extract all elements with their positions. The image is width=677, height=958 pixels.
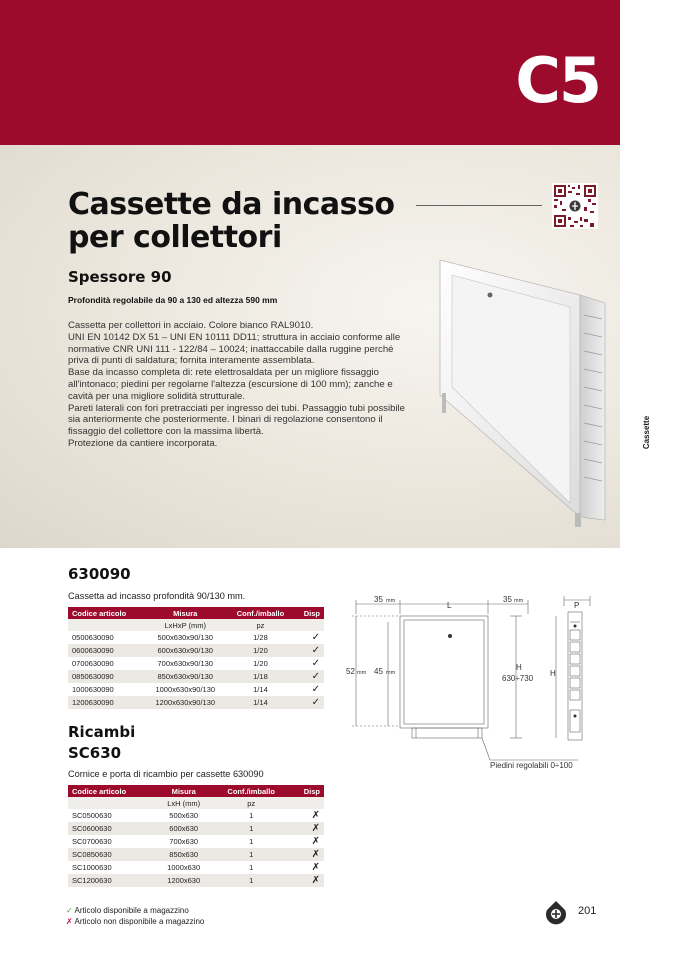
unit-cell	[290, 797, 324, 809]
pack-cell: 1	[212, 822, 290, 835]
check-icon: ✓	[66, 906, 73, 915]
table2-caption: Cornice e porta di ricambio per cassette 630090	[68, 769, 264, 779]
side-tab[interactable]	[642, 410, 660, 460]
pack-cell: 1/20	[227, 644, 295, 657]
col-header: Codice articolo	[68, 785, 155, 797]
technical-drawing	[340, 592, 600, 772]
table-row	[68, 848, 324, 861]
code-cell: SC0500630	[72, 811, 112, 820]
subtitle: Spessore 90	[68, 268, 172, 286]
dim-range-H: 630÷730	[502, 674, 534, 683]
size-cell: 850x630x90/130	[144, 670, 227, 683]
table-row	[68, 822, 324, 835]
pack-cell: 1/18	[227, 670, 295, 683]
size-cell: 1000x630x90/130	[155, 685, 216, 694]
code-cell: 0850630090	[68, 670, 144, 683]
available-check-icon: ✓	[311, 632, 320, 643]
available-check-icon: ✓	[294, 670, 324, 683]
description-paragraph: Pareti laterali con fori pretracciati per ingresso dei tubi. Passaggio tubi possibile sia anteriormente che posteriormente. I binari di regolazione consentono il fissaggio del collettore con la massima libertà.	[68, 402, 406, 438]
unavailable-cross-icon: ✗	[290, 874, 324, 887]
table-row	[68, 861, 324, 874]
unavailable-cross-icon: ✗	[290, 822, 324, 835]
col-header: Conf./imballo	[227, 607, 295, 619]
col-header: Disp	[294, 607, 324, 619]
subline: Profondità regolabile da 90 a 130 ed altezza 590 mm	[68, 295, 278, 305]
code-cell: SC0600630	[68, 822, 155, 835]
legend-available-label: Articolo disponibile a magazzino	[74, 906, 189, 915]
description-paragraph: UNI EN 10142 DX 51 – UNI EN 10111 DD11; struttura in acciaio conforme alle normative CNR UNI 111 - 122/84 – 10024; inattaccabile dalla ruggine perché priva di punti di saldatura; fornita interamente assemblata.	[68, 331, 401, 367]
product-photo	[430, 255, 610, 530]
header-band	[0, 0, 620, 145]
size-cell: 1000x630	[167, 863, 201, 872]
unit-cell: pz	[212, 797, 290, 809]
code-cell: SC1200630	[68, 874, 155, 887]
table-units-row	[68, 797, 324, 809]
feet-note: Piedini regolabili 0÷100	[490, 761, 573, 770]
table1-caption: Cassetta ad incasso profondità 90/130 mm.	[68, 591, 246, 601]
unavailable-cross-icon: ✗	[311, 862, 320, 873]
pack-cell: 1	[212, 848, 290, 861]
dim-unit-mm: mm	[386, 598, 396, 604]
pack-cell: 1/14	[253, 685, 268, 694]
col-header: Codice articolo	[68, 607, 144, 619]
description-paragraph: Protezione da cantiere incorporata.	[68, 437, 218, 449]
pack-cell: 1	[249, 863, 254, 872]
page-title	[68, 188, 394, 254]
title-line-2: per collettori	[68, 220, 282, 255]
code-cell: 1200630090	[68, 696, 144, 709]
dim-45: 45	[374, 667, 383, 676]
dim-label-H-side: H	[550, 669, 556, 678]
brand-logo-icon	[543, 899, 569, 925]
unavailable-cross-icon: ✗	[290, 848, 324, 861]
unit-cell: LxH (mm)	[155, 797, 212, 809]
pack-cell: 1	[249, 811, 254, 820]
side-tab-label: Cassette	[642, 415, 652, 450]
unit-cell: LxHxP (mm)	[144, 619, 227, 631]
code-cell: SC0850630	[68, 848, 155, 861]
legend-not-available	[66, 916, 204, 927]
code-cell: 1000630090	[72, 685, 114, 694]
available-check-icon: ✓	[294, 644, 324, 657]
legend-not-available-label: Articolo non disponibile a magazzino	[74, 917, 205, 926]
section-code: C5	[515, 44, 600, 117]
size-cell: 500x630x90/130	[157, 633, 213, 642]
table2	[68, 785, 324, 887]
col-header: Misura	[144, 607, 227, 619]
size-cell: 1200x630	[155, 874, 212, 887]
pack-cell: 1/20	[253, 659, 268, 668]
col-header: Misura	[155, 785, 212, 797]
qr-code-icon[interactable]	[552, 183, 598, 229]
code-cell: SC0700630	[72, 837, 112, 846]
description-paragraph: Cassetta per collettori in acciaio. Colore bianco RAL9010.	[68, 320, 314, 331]
table1-code: 630090	[68, 565, 131, 583]
description-paragraph: Base da incasso completa di: rete elettrosaldata per un migliore fissaggio all'intonaco; piedini per regolarne l'altezza (escursione di 100 mm); zanche e cavità per una migliore solidità strutturale.	[68, 367, 393, 402]
dim-unit-mm: mm	[514, 598, 524, 604]
dim-unit-mm: mm	[357, 670, 367, 676]
pack-cell: 1	[249, 837, 254, 846]
table-row	[68, 696, 324, 709]
code-cell: 0700630090	[72, 659, 114, 668]
description	[68, 320, 413, 450]
dim-35-left: 35	[374, 595, 383, 604]
title-rule	[416, 205, 542, 206]
unit-cell: pz	[227, 619, 295, 631]
legend-available	[66, 905, 204, 916]
table-header-row	[68, 785, 324, 797]
size-cell: 1200x630x90/130	[144, 696, 227, 709]
dim-unit-mm: mm	[386, 670, 396, 676]
unit-cell	[68, 797, 155, 809]
size-cell: 600x630	[155, 822, 212, 835]
size-cell: 700x630x90/130	[157, 659, 213, 668]
table-units-row	[68, 619, 324, 631]
unavailable-cross-icon: ✗	[311, 810, 320, 821]
unit-cell	[294, 619, 324, 631]
code-cell: 0600630090	[68, 644, 144, 657]
available-check-icon: ✓	[311, 658, 320, 669]
dim-label-P: P	[574, 601, 580, 610]
cross-icon: ✗	[66, 917, 73, 926]
dim-52: 52	[346, 667, 355, 676]
pack-cell: 1	[212, 874, 290, 887]
dim-label-L: L	[447, 601, 452, 610]
available-check-icon: ✓	[311, 684, 320, 695]
unit-cell	[68, 619, 144, 631]
table-row	[68, 809, 324, 822]
col-header: Disp	[290, 785, 324, 797]
size-cell: 600x630x90/130	[144, 644, 227, 657]
table-row	[68, 683, 324, 696]
table2-heading: Ricambi	[68, 723, 136, 741]
table-row	[68, 874, 324, 887]
table-row	[68, 644, 324, 657]
code-cell: 0500630090	[72, 633, 114, 642]
pack-cell: 1/28	[253, 633, 268, 642]
table1	[68, 607, 324, 709]
pack-cell: 1/14	[227, 696, 295, 709]
available-check-icon: ✓	[294, 696, 324, 709]
table-header-row	[68, 607, 324, 619]
col-header: Conf./imballo	[212, 785, 290, 797]
table-row	[68, 657, 324, 670]
table-row	[68, 631, 324, 644]
table2-code: SC630	[68, 744, 122, 762]
size-cell: 500x630	[169, 811, 199, 820]
dim-35-right: 35	[503, 595, 512, 604]
page-number: 201	[578, 905, 597, 917]
dim-label-H: H	[516, 663, 522, 672]
code-cell: SC1000630	[72, 863, 112, 872]
table-row	[68, 835, 324, 848]
legend	[66, 905, 204, 927]
size-cell: 700x630	[169, 837, 199, 846]
size-cell: 850x630	[155, 848, 212, 861]
table-row	[68, 670, 324, 683]
title-line-1: Cassette da incasso	[68, 187, 395, 222]
unavailable-cross-icon: ✗	[311, 836, 320, 847]
